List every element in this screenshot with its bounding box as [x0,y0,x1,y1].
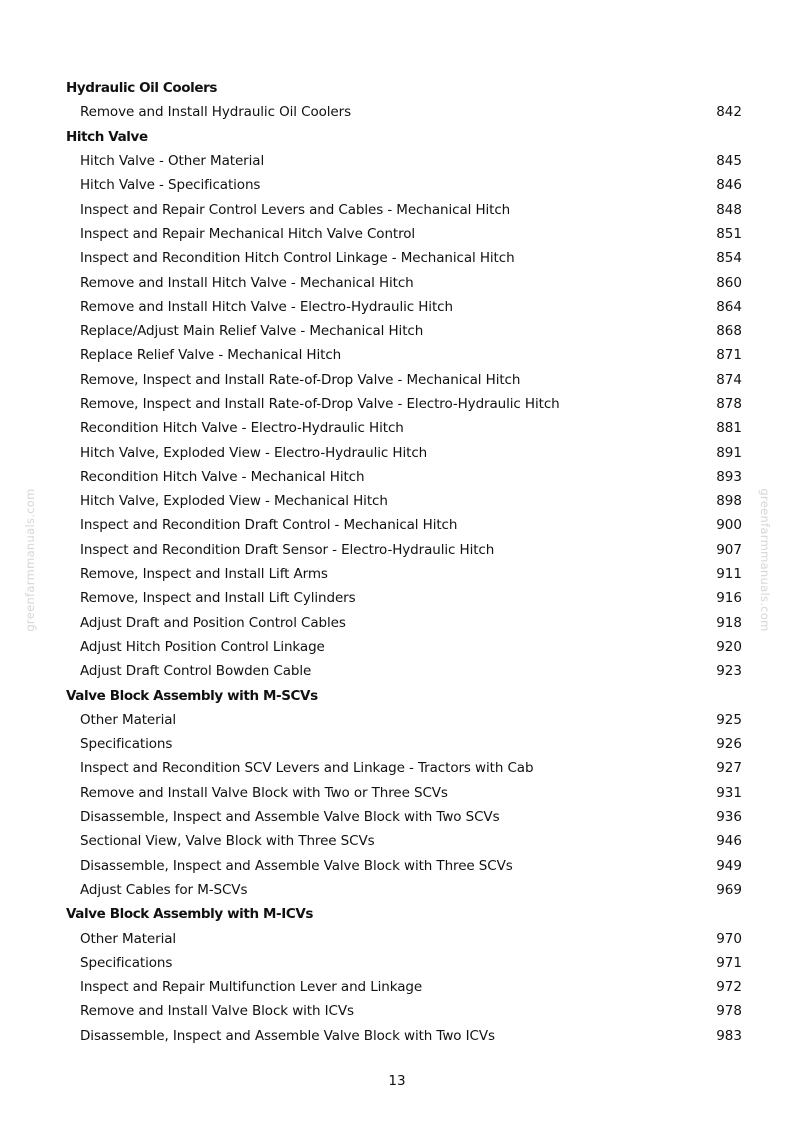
watermark-right: greenfarmmanuals.com [758,488,772,632]
toc-entry-page: 983 [716,1027,742,1044]
watermark-left: greenfarmmanuals.com [23,488,37,632]
section-title: Hydraulic Oil Coolers [66,80,218,97]
toc-entry-title: Recondition Hitch Valve - Mechanical Hitch [80,468,365,485]
toc-entry-title: Remove, Inspect and Install Lift Arms [80,566,328,583]
toc-entry-page: 972 [716,979,742,996]
toc-entry[interactable] [66,951,742,975]
section-title: Valve Block Assembly with M-SCVs [66,687,318,704]
toc-entry[interactable] [66,538,742,562]
toc-entry-title: Sectional View, Valve Block with Three SCVs [80,833,375,850]
toc-entry-page: 918 [716,614,742,631]
toc-entry[interactable] [66,586,742,610]
toc-entry-title: Hitch Valve - Specifications [80,177,261,194]
toc-entry[interactable] [66,368,742,392]
toc-entry-title: Remove, Inspect and Install Rate-of-Drop Valve - Electro-Hydraulic Hitch [80,396,560,412]
toc-entry[interactable] [66,756,742,780]
toc-entry-page: 874 [716,371,742,388]
toc-entry[interactable] [66,1024,742,1048]
toc-entry[interactable] [66,999,742,1023]
toc-entry-page: 864 [716,298,742,315]
toc-entry-page: 971 [716,954,742,971]
toc-entry-title: Other Material [80,930,177,947]
toc-entry[interactable] [66,513,742,537]
toc-entry-title: Hitch Valve, Exploded View - Electro-Hydraulic Hitch [80,444,428,461]
page-number: 13 [388,1073,406,1089]
toc-entry-title: Inspect and Recondition Hitch Control Linkage - Mechanical Hitch [80,250,515,267]
toc-entry[interactable] [66,173,742,197]
toc-entry[interactable] [66,392,742,416]
toc-entry-title: Disassemble, Inspect and Assemble Valve Block with Three SCVs [80,857,513,874]
toc-entry-page: 846 [716,177,742,194]
toc-entry-page: 927 [716,760,742,777]
toc-entry-title: Recondition Hitch Valve - Electro-Hydraulic Hitch [80,420,404,437]
table-of-contents [66,76,742,1048]
toc-entry-page: 851 [716,225,742,242]
toc-entry-page: 860 [716,274,742,291]
toc-entry-page: 878 [716,396,742,412]
toc-entry-title: Inspect and Recondition SCV Levers and Linkage - Tractors with Cab [80,760,534,777]
toc-entry-page: 949 [716,857,742,874]
toc-entry-title: Specifications [80,954,173,971]
toc-entry[interactable] [66,926,742,950]
toc-entry-title: Adjust Draft and Position Control Cables [80,614,346,631]
toc-entry-page: 871 [716,347,742,364]
toc-entry[interactable] [66,222,742,246]
toc-entry-title: Adjust Draft Control Bowden Cable [80,663,312,680]
toc-entry-page: 898 [716,493,742,510]
toc-entry-page: 969 [716,881,742,898]
toc-entry-page: 970 [716,930,742,947]
toc-entry-page: 926 [716,736,742,753]
toc-entry-title: Inspect and Repair Multifunction Lever and Linkage [80,979,423,996]
toc-entry-page: 916 [716,590,742,607]
toc-section-heading [66,683,742,707]
toc-entry[interactable] [66,611,742,635]
toc-entry-title: Adjust Cables for M-SCVs [80,881,248,898]
toc-entry-title: Remove and Install Hitch Valve - Mechanical Hitch [80,274,414,291]
toc-entry-title: Replace/Adjust Main Relief Valve - Mechanical Hitch [80,323,424,340]
toc-entry[interactable] [66,100,742,124]
toc-entry-page: 978 [716,1003,742,1020]
toc-entry-page: 931 [716,784,742,801]
toc-entry-title: Remove, Inspect and Install Lift Cylinders [80,590,356,607]
toc-entry-page: 900 [716,517,742,534]
toc-entry-page: 854 [716,250,742,267]
toc-entry[interactable] [66,343,742,367]
toc-entry-title: Specifications [80,736,173,753]
toc-section-heading [66,902,742,926]
toc-section-heading [66,125,742,149]
toc-section-heading [66,76,742,100]
toc-entry[interactable] [66,416,742,440]
toc-entry[interactable] [66,829,742,853]
toc-entry-title: Other Material [80,711,177,728]
toc-entry-page: 936 [716,809,742,826]
section-title: Valve Block Assembly with M-ICVs [66,906,314,923]
toc-entry-title: Remove and Install Valve Block with Two or Three SCVs [80,784,448,801]
toc-entry-page: 923 [716,663,742,680]
toc-entry[interactable] [66,878,742,902]
toc-entry-page: 842 [716,104,742,121]
toc-entry[interactable] [66,465,742,489]
toc-entry[interactable] [66,489,742,513]
toc-entry-title: Adjust Hitch Position Control Linkage [80,638,325,655]
toc-entry-title: Disassemble, Inspect and Assemble Valve Block with Two ICVs [80,1027,495,1044]
toc-entry-title: Remove and Install Hitch Valve - Electro-Hydraulic Hitch [80,298,453,315]
toc-entry[interactable] [66,197,742,221]
toc-entry[interactable] [66,295,742,319]
toc-entry[interactable] [66,440,742,464]
toc-entry-page: 946 [716,833,742,850]
toc-entry[interactable] [66,781,742,805]
toc-entry-title: Inspect and Repair Control Levers and Cables - Mechanical Hitch [80,201,511,218]
toc-entry[interactable] [66,149,742,173]
toc-entry-title: Remove and Install Valve Block with ICVs [80,1003,354,1020]
toc-entry[interactable] [66,246,742,270]
toc-entry-page: 881 [716,420,742,437]
toc-entry[interactable] [66,562,742,586]
toc-entry[interactable] [66,805,742,829]
toc-entry[interactable] [66,708,742,732]
toc-entry-title: Remove, Inspect and Install Rate-of-Drop Valve - Mechanical Hitch [80,371,521,388]
toc-entry-page: 907 [716,541,742,558]
toc-entry-page: 845 [716,153,742,170]
toc-entry-page: 925 [716,711,742,728]
toc-entry-title: Remove and Install Hydraulic Oil Coolers [80,104,352,121]
toc-entry-title: Hitch Valve, Exploded View - Mechanical Hitch [80,493,388,510]
toc-entry-page: 891 [716,444,742,461]
toc-entry-page: 920 [716,638,742,655]
toc-entry-title: Hitch Valve - Other Material [80,153,265,170]
toc-entry-title: Inspect and Repair Mechanical Hitch Valve Control [80,225,416,242]
toc-entry-title: Inspect and Recondition Draft Sensor - Electro-Hydraulic Hitch [80,541,495,558]
toc-entry[interactable] [66,635,742,659]
toc-entry-title: Disassemble, Inspect and Assemble Valve Block with Two SCVs [80,809,500,826]
toc-entry[interactable] [66,659,742,683]
toc-entry-page: 848 [716,201,742,218]
toc-entry-page: 868 [716,323,742,340]
toc-entry-page: 893 [716,468,742,485]
toc-entry-title: Inspect and Recondition Draft Control - Mechanical Hitch [80,517,458,534]
toc-entry-title: Replace Relief Valve - Mechanical Hitch [80,347,342,364]
toc-entry[interactable] [66,319,742,343]
toc-entry[interactable] [66,732,742,756]
toc-entry[interactable] [66,975,742,999]
toc-entry[interactable] [66,270,742,294]
section-title: Hitch Valve [66,128,148,145]
toc-entry[interactable] [66,854,742,878]
toc-entry-page: 911 [716,566,742,583]
